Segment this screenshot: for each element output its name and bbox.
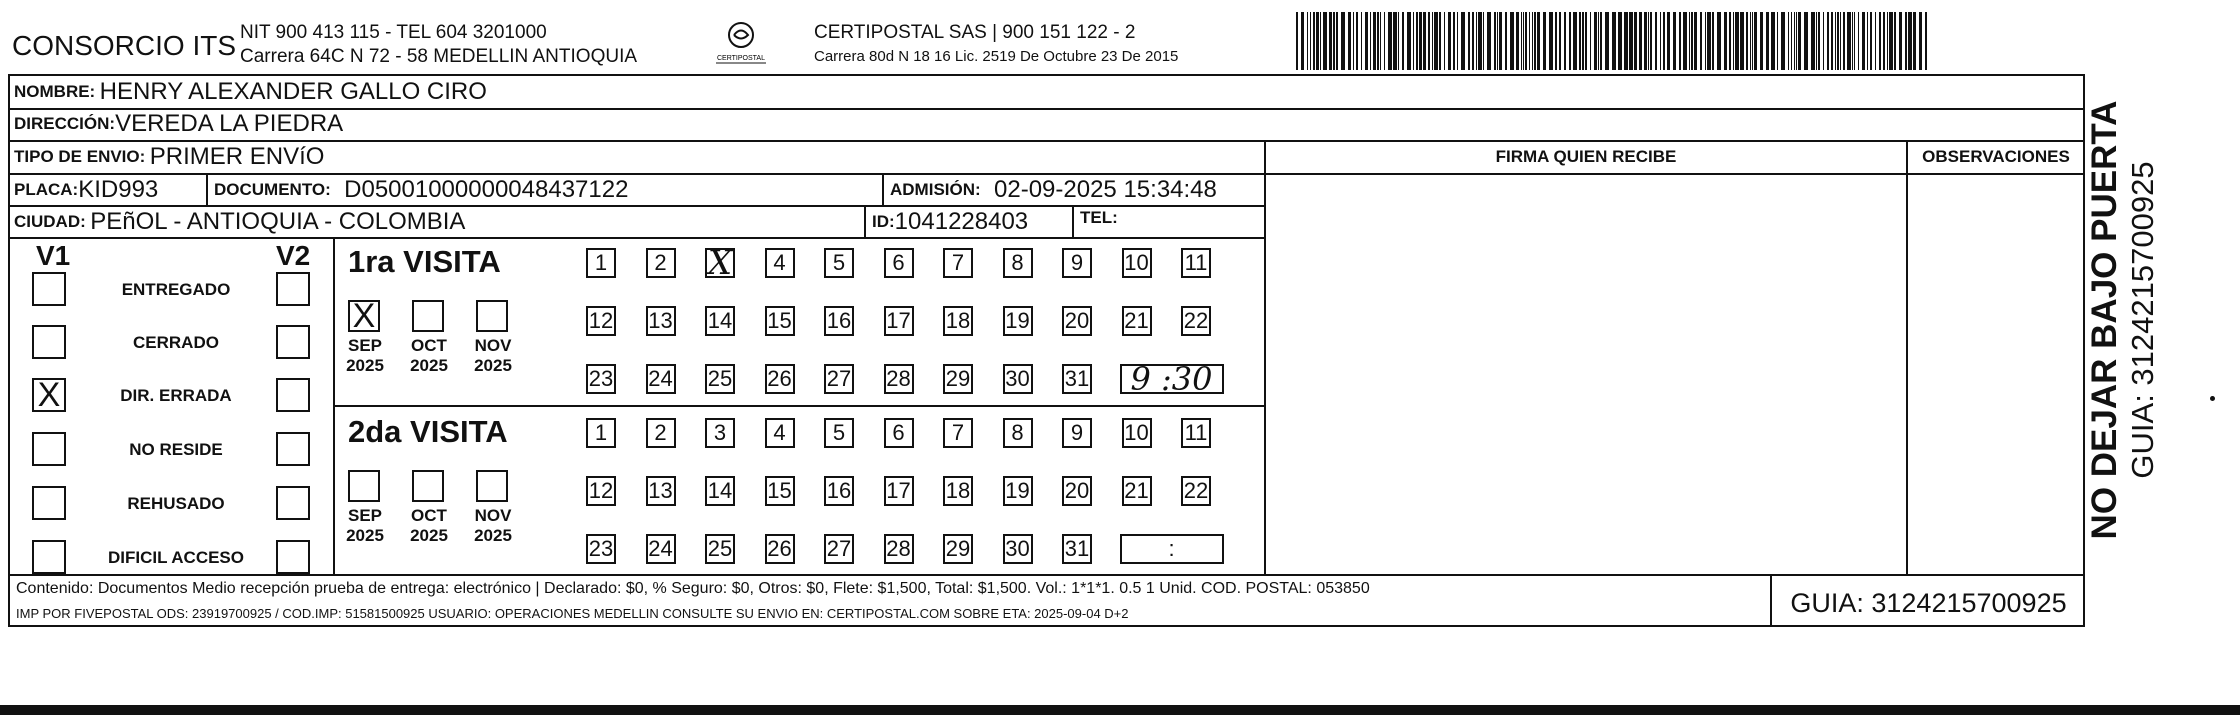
day-box[interactable]: 28 xyxy=(884,364,914,394)
day-box[interactable]: 28 xyxy=(884,534,914,564)
signature-area[interactable] xyxy=(1266,175,1906,574)
license-line: Carrera 80d N 18 16 Lic. 2519 De Octubre 23 De 2015 xyxy=(814,48,1179,65)
status-label: DIR. ERRADA xyxy=(120,386,232,405)
address-line: Carrera 64C N 72 - 58 MEDELLIN ANTIOQUIA xyxy=(240,46,638,67)
tel-row: TEL: xyxy=(1080,208,1118,227)
month-checkbox[interactable] xyxy=(476,300,508,332)
day-box[interactable]: 8 xyxy=(1003,418,1033,448)
observaciones-header: OBSERVACIONES xyxy=(1922,147,2070,166)
day-box[interactable]: 23 xyxy=(586,364,616,394)
day-box[interactable]: 31 xyxy=(1062,534,1092,564)
day-box[interactable]: 9 xyxy=(1062,418,1092,448)
day-box[interactable]: 10 xyxy=(1122,418,1152,448)
day-box[interactable]: 15 xyxy=(765,476,795,506)
month-label: SEP 2025 xyxy=(346,336,384,375)
footer-line2: IMP POR FIVEPOSTAL ODS: 23919700925 / COD.IMP: 51581500925 USUARIO: OPERACIONES MEDELLIN CONSULTE SU ENVIO EN: CERTIPOSTAL.COM SOBRE ETA: 2025-09-04 D+2 xyxy=(16,606,1129,621)
courier-line: CERTIPOSTAL SAS | 900 151 122 - 2 xyxy=(814,22,1136,43)
month-checkbox[interactable] xyxy=(412,470,444,502)
plate: KID993 xyxy=(78,176,159,203)
day-box[interactable]: 29 xyxy=(943,534,973,564)
admision-row: ADMISIÓN: 02-09-2025 15:34:48 xyxy=(890,176,1217,203)
day-box[interactable]: 14 xyxy=(705,306,735,336)
certipostal-logo xyxy=(708,20,774,66)
barcode xyxy=(1296,12,1932,70)
day-box[interactable]: 26 xyxy=(765,534,795,564)
document-number: D05001000000048437122 xyxy=(344,176,629,203)
status-v1-checkbox[interactable] xyxy=(32,272,66,306)
time-box[interactable]: 9 :30 xyxy=(1120,364,1224,394)
status-v1-checkbox[interactable] xyxy=(32,540,66,574)
day-box[interactable]: 12 xyxy=(586,306,616,336)
month-label: NOV 2025 xyxy=(474,506,512,545)
visit2-title: 2da VISITA xyxy=(348,414,508,449)
day-box[interactable]: 7 xyxy=(943,248,973,278)
day-box[interactable]: 30 xyxy=(1003,364,1033,394)
day-box[interactable]: 26 xyxy=(765,364,795,394)
day-box[interactable]: 13 xyxy=(646,476,676,506)
day-box[interactable]: 16 xyxy=(824,476,854,506)
day-box[interactable]: 6 xyxy=(884,418,914,448)
status-label: CERRADO xyxy=(133,333,219,352)
day-box[interactable]: 5 xyxy=(824,248,854,278)
nit-line: NIT 900 413 115 - TEL 604 3201000 xyxy=(240,22,547,43)
day-box[interactable]: 21 xyxy=(1122,476,1152,506)
v2-header: V2 xyxy=(276,240,311,271)
status-label: DIFICIL ACCESO xyxy=(107,548,244,567)
header xyxy=(0,0,2240,74)
day-box[interactable]: 25 xyxy=(705,364,735,394)
firma-header: FIRMA QUIEN RECIBE xyxy=(1495,147,1677,166)
month-label: OCT 2025 xyxy=(410,336,448,375)
day-box[interactable]: 27 xyxy=(824,364,854,394)
day-box[interactable]: X xyxy=(705,248,735,278)
day-box[interactable]: 18 xyxy=(943,306,973,336)
day-box[interactable]: 8 xyxy=(1003,248,1033,278)
month-label: SEP 2025 xyxy=(346,506,384,545)
footer-guia: GUIA: 3124215700925 xyxy=(1790,588,2067,618)
status-v1-checkbox[interactable] xyxy=(32,486,66,520)
admission-date: 02-09-2025 15:34:48 xyxy=(994,176,1217,203)
day-box[interactable]: 22 xyxy=(1181,476,1211,506)
status-v2-checkbox[interactable] xyxy=(276,540,310,574)
day-box[interactable]: 20 xyxy=(1062,306,1092,336)
recipient-name: HENRY ALEXANDER GALLO CIRO xyxy=(99,78,487,105)
day-box[interactable]: 31 xyxy=(1062,364,1092,394)
day-box[interactable]: 29 xyxy=(943,364,973,394)
month-checkbox[interactable]: X xyxy=(348,300,380,332)
day-box[interactable]: 9 xyxy=(1062,248,1092,278)
direccion-row: DIRECCIÓN: VEREDA LA PIEDRA xyxy=(14,110,344,137)
dot-mark xyxy=(2210,396,2215,401)
day-box[interactable]: 18 xyxy=(943,476,973,506)
month-checkbox[interactable] xyxy=(476,470,508,502)
company-name: CONSORCIO ITS xyxy=(12,30,237,61)
day-box[interactable]: 1 xyxy=(586,248,616,278)
month-checkbox[interactable] xyxy=(348,470,380,502)
day-box[interactable]: 2 xyxy=(646,248,676,278)
status-v2-checkbox[interactable] xyxy=(276,486,310,520)
day-box[interactable]: 4 xyxy=(765,418,795,448)
side-warning: NO DEJAR BAJO PUERTA xyxy=(2085,100,2124,540)
status-v2-checkbox[interactable] xyxy=(276,432,310,466)
day-box[interactable]: 16 xyxy=(824,306,854,336)
day-box[interactable]: 13 xyxy=(646,306,676,336)
shipping-type: PRIMER ENVíO xyxy=(149,143,325,170)
day-box[interactable]: 17 xyxy=(884,476,914,506)
tipo-row: TIPO DE ENVIO: PRIMER ENVíO xyxy=(14,143,325,170)
city: PEñOL - ANTIOQUIA - COLOMBIA xyxy=(90,208,466,235)
day-box[interactable]: 25 xyxy=(705,534,735,564)
status-v2-checkbox[interactable] xyxy=(276,272,310,306)
day-box[interactable]: 19 xyxy=(1003,476,1033,506)
status-v1-checkbox[interactable] xyxy=(32,432,66,466)
day-box[interactable]: 15 xyxy=(765,306,795,336)
day-box[interactable]: 1 xyxy=(586,418,616,448)
day-box[interactable]: 17 xyxy=(884,306,914,336)
recipient-address: VEREDA LA PIEDRA xyxy=(115,110,344,137)
status-label: REHUSADO xyxy=(127,494,225,513)
day-box[interactable]: 5 xyxy=(824,418,854,448)
documento-row: DOCUMENTO: D05001000000048437122 xyxy=(214,176,629,203)
bottom-edge xyxy=(0,705,2240,715)
month-checkbox[interactable] xyxy=(412,300,444,332)
day-box[interactable]: 12 xyxy=(586,476,616,506)
status-v1-checkbox[interactable] xyxy=(32,325,66,359)
day-box[interactable]: 4 xyxy=(765,248,795,278)
day-box[interactable]: 19 xyxy=(1003,306,1033,336)
day-box[interactable]: 22 xyxy=(1181,306,1211,336)
status-v1-checkbox[interactable]: X xyxy=(32,378,66,412)
day-box[interactable]: 14 xyxy=(705,476,735,506)
footer-line1: Contenido: Documentos Medio recepción prueba de entrega: electrónico | Declarado: $0, % Seguro: $0, Otros: $0, Flete: $1,500, Total: $1,500. Vol.: 1*1*1. 0.5 1 Unid. COD. POSTAL: 053850 xyxy=(16,580,1370,597)
day-box[interactable]: 11 xyxy=(1181,418,1211,448)
ciudad-row: CIUDAD: PEñOL - ANTIOQUIA - COLOMBIA xyxy=(14,208,466,235)
day-box[interactable]: 6 xyxy=(884,248,914,278)
status-v2-checkbox[interactable] xyxy=(276,378,310,412)
observations-area[interactable] xyxy=(1908,175,2084,574)
day-box[interactable]: 7 xyxy=(943,418,973,448)
status-v2-checkbox[interactable] xyxy=(276,325,310,359)
nombre-row: NOMBRE: HENRY ALEXANDER GALLO CIRO xyxy=(14,78,487,105)
visit1-title: 1ra VISITA xyxy=(348,244,501,279)
day-box[interactable]: 3 xyxy=(705,418,735,448)
side-guia: GUIA: 3124215700925 xyxy=(2125,161,2160,479)
day-box[interactable]: 11 xyxy=(1181,248,1211,278)
day-box[interactable]: 24 xyxy=(646,534,676,564)
placa-row: PLACA: KID993 xyxy=(14,176,159,203)
month-label: NOV 2025 xyxy=(474,336,512,375)
day-box[interactable]: 20 xyxy=(1062,476,1092,506)
day-box[interactable]: 2 xyxy=(646,418,676,448)
day-box[interactable]: 10 xyxy=(1122,248,1152,278)
time-box[interactable]: : xyxy=(1120,534,1224,564)
day-box[interactable]: 27 xyxy=(824,534,854,564)
id-row: ID: 1041228403 xyxy=(872,208,1029,235)
day-box[interactable]: 21 xyxy=(1122,306,1152,336)
v1-header: V1 xyxy=(36,240,71,271)
month-label: OCT 2025 xyxy=(410,506,448,545)
day-box[interactable]: 30 xyxy=(1003,534,1033,564)
day-box[interactable]: 23 xyxy=(586,534,616,564)
status-label: NO RESIDE xyxy=(129,440,223,459)
id-number: 1041228403 xyxy=(894,208,1029,235)
day-box[interactable]: 24 xyxy=(646,364,676,394)
status-label: ENTREGADO xyxy=(121,280,231,299)
svg-text:CERTIPOSTAL: CERTIPOSTAL xyxy=(717,55,765,62)
